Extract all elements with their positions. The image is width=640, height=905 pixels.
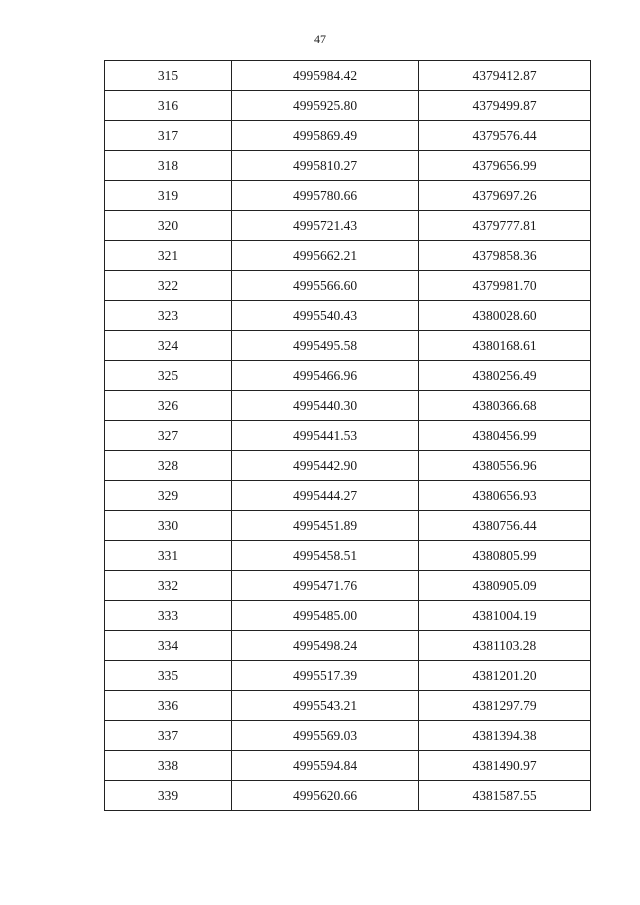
x-coordinate-cell: 4995721.43 [232, 211, 419, 241]
y-coordinate-cell: 4381004.19 [419, 601, 591, 631]
point-number-cell: 336 [105, 691, 232, 721]
x-coordinate-cell: 4995495.58 [232, 331, 419, 361]
y-coordinate-cell: 4381394.38 [419, 721, 591, 751]
x-coordinate-cell: 4995543.21 [232, 691, 419, 721]
y-coordinate-cell: 4381103.28 [419, 631, 591, 661]
page-number: 47 [314, 32, 326, 46]
y-coordinate-cell: 4380256.49 [419, 361, 591, 391]
table-row [105, 211, 591, 241]
y-coordinate-cell: 4380028.60 [419, 301, 591, 331]
table-row [105, 451, 591, 481]
x-coordinate-cell: 4995540.43 [232, 301, 419, 331]
table-row [105, 271, 591, 301]
point-number-cell: 338 [105, 751, 232, 781]
y-coordinate-cell: 4380805.99 [419, 541, 591, 571]
x-coordinate-cell: 4995810.27 [232, 151, 419, 181]
x-coordinate-cell: 4995780.66 [232, 181, 419, 211]
point-number-cell: 328 [105, 451, 232, 481]
table-row [105, 421, 591, 451]
point-number-cell: 316 [105, 91, 232, 121]
table-row [105, 691, 591, 721]
table-row [105, 751, 591, 781]
x-coordinate-cell: 4995566.60 [232, 271, 419, 301]
point-number-cell: 322 [105, 271, 232, 301]
table-row [105, 541, 591, 571]
table-row [105, 361, 591, 391]
table-row [105, 91, 591, 121]
table-row [105, 661, 591, 691]
table-row [105, 151, 591, 181]
point-number-cell: 317 [105, 121, 232, 151]
point-number-cell: 315 [105, 61, 232, 91]
point-number-cell: 323 [105, 301, 232, 331]
x-coordinate-cell: 4995458.51 [232, 541, 419, 571]
point-number-cell: 325 [105, 361, 232, 391]
y-coordinate-cell: 4380905.09 [419, 571, 591, 601]
table-row [105, 721, 591, 751]
x-coordinate-cell: 4995594.84 [232, 751, 419, 781]
point-number-cell: 318 [105, 151, 232, 181]
table-row [105, 511, 591, 541]
y-coordinate-cell: 4380366.68 [419, 391, 591, 421]
x-coordinate-cell: 4995662.21 [232, 241, 419, 271]
table-row [105, 241, 591, 271]
x-coordinate-cell: 4995498.24 [232, 631, 419, 661]
x-coordinate-cell: 4995444.27 [232, 481, 419, 511]
y-coordinate-cell: 4381587.55 [419, 781, 591, 811]
point-number-cell: 339 [105, 781, 232, 811]
table-row [105, 121, 591, 151]
y-coordinate-cell: 4379697.26 [419, 181, 591, 211]
table-row [105, 601, 591, 631]
point-number-cell: 332 [105, 571, 232, 601]
table-row [105, 631, 591, 661]
coordinate-table [104, 60, 591, 811]
x-coordinate-cell: 4995441.53 [232, 421, 419, 451]
table-row [105, 61, 591, 91]
x-coordinate-cell: 4995984.42 [232, 61, 419, 91]
x-coordinate-cell: 4995451.89 [232, 511, 419, 541]
point-number-cell: 324 [105, 331, 232, 361]
y-coordinate-cell: 4380656.93 [419, 481, 591, 511]
x-coordinate-cell: 4995440.30 [232, 391, 419, 421]
table-row [105, 181, 591, 211]
point-number-cell: 333 [105, 601, 232, 631]
y-coordinate-cell: 4380456.99 [419, 421, 591, 451]
y-coordinate-cell: 4380168.61 [419, 331, 591, 361]
y-coordinate-cell: 4380556.96 [419, 451, 591, 481]
point-number-cell: 331 [105, 541, 232, 571]
x-coordinate-cell: 4995869.49 [232, 121, 419, 151]
x-coordinate-cell: 4995466.96 [232, 361, 419, 391]
table-row [105, 781, 591, 811]
x-coordinate-cell: 4995925.80 [232, 91, 419, 121]
x-coordinate-cell: 4995620.66 [232, 781, 419, 811]
table-row [105, 331, 591, 361]
point-number-cell: 329 [105, 481, 232, 511]
table-row [105, 571, 591, 601]
y-coordinate-cell: 4381490.97 [419, 751, 591, 781]
y-coordinate-cell: 4379981.70 [419, 271, 591, 301]
y-coordinate-cell: 4381297.79 [419, 691, 591, 721]
y-coordinate-cell: 4379576.44 [419, 121, 591, 151]
point-number-cell: 326 [105, 391, 232, 421]
y-coordinate-cell: 4379499.87 [419, 91, 591, 121]
point-number-cell: 320 [105, 211, 232, 241]
table-row [105, 301, 591, 331]
x-coordinate-cell: 4995471.76 [232, 571, 419, 601]
y-coordinate-cell: 4380756.44 [419, 511, 591, 541]
x-coordinate-cell: 4995485.00 [232, 601, 419, 631]
point-number-cell: 330 [105, 511, 232, 541]
table-row [105, 481, 591, 511]
coordinate-table-body [105, 61, 591, 811]
point-number-cell: 319 [105, 181, 232, 211]
x-coordinate-cell: 4995442.90 [232, 451, 419, 481]
point-number-cell: 321 [105, 241, 232, 271]
x-coordinate-cell: 4995569.03 [232, 721, 419, 751]
y-coordinate-cell: 4381201.20 [419, 661, 591, 691]
y-coordinate-cell: 4379412.87 [419, 61, 591, 91]
y-coordinate-cell: 4379858.36 [419, 241, 591, 271]
point-number-cell: 337 [105, 721, 232, 751]
y-coordinate-cell: 4379656.99 [419, 151, 591, 181]
y-coordinate-cell: 4379777.81 [419, 211, 591, 241]
point-number-cell: 334 [105, 631, 232, 661]
point-number-cell: 335 [105, 661, 232, 691]
x-coordinate-cell: 4995517.39 [232, 661, 419, 691]
point-number-cell: 327 [105, 421, 232, 451]
table-row [105, 391, 591, 421]
